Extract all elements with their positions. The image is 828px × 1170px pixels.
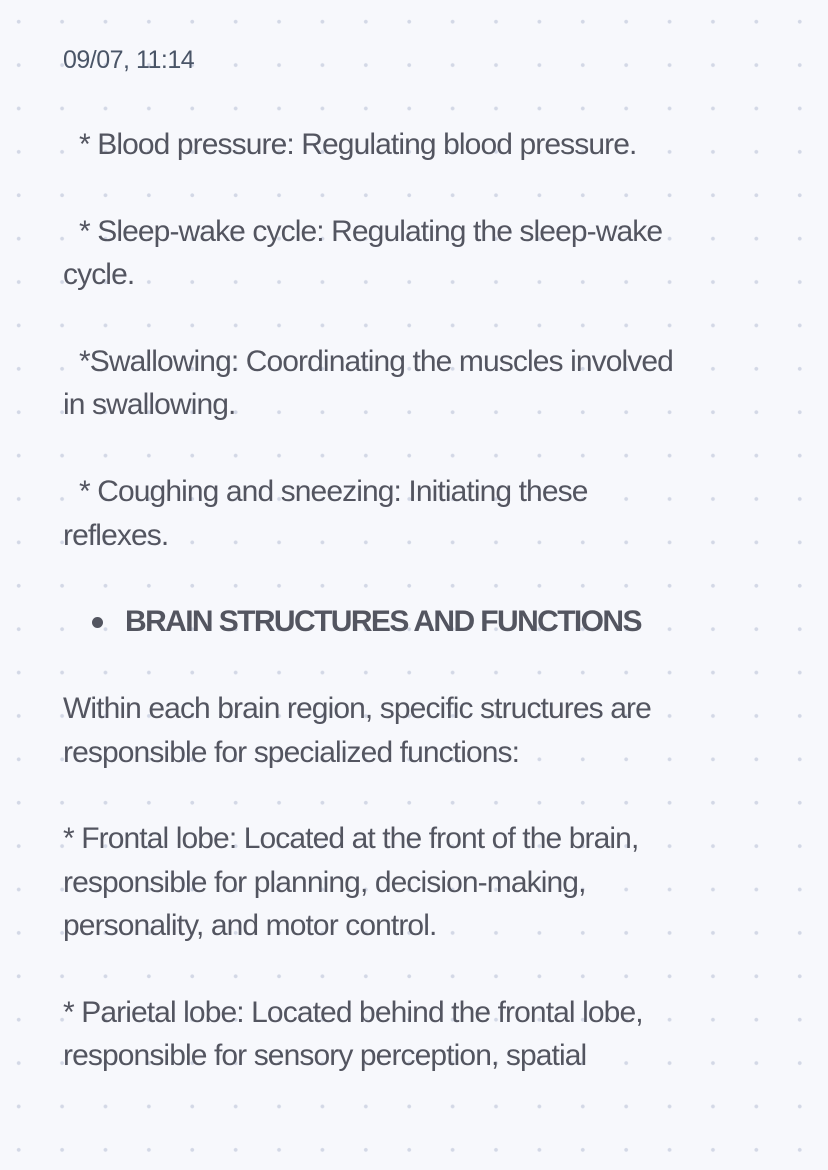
note-line: responsible for specialized functions: (63, 735, 520, 769)
note-line: *Swallowing: Coordinating the muscles involved (79, 345, 673, 378)
note-line: * Sleep-wake cycle: Regulating the sleep-wake (79, 214, 663, 248)
note-bullet-heading (63, 600, 773, 643)
note-line: responsible for sensory perception, spatial (63, 1039, 587, 1073)
bullet-dot-icon (92, 617, 103, 628)
note-line: * Blood pressure: Regulating blood pressure. (79, 128, 637, 161)
note-line: reflexes. (63, 518, 169, 552)
note-paragraph-intro (63, 687, 773, 774)
note-paragraph-coughing (63, 470, 773, 557)
note-paragraph-sleep-wake (63, 210, 773, 297)
note-paragraph-parietal-lobe (63, 991, 773, 1078)
note-heading: BRAIN STRUCTURES AND FUNCTIONS (125, 605, 641, 639)
note-line: personality, and motor control. (63, 909, 437, 943)
note-line: in swallowing. (63, 388, 236, 422)
note-line: * Frontal lobe: Located at the front of the brain, (63, 822, 639, 856)
note-paragraph-swallowing (63, 340, 773, 427)
note-line: Within each brain region, specific structures are (63, 692, 651, 726)
note-paragraph-frontal-lobe (63, 817, 773, 947)
note-timestamp: 09/07, 11:14 (63, 46, 195, 74)
note-line: cycle. (63, 258, 135, 292)
note-line: responsible for planning, decision-making, (63, 865, 586, 899)
note-body[interactable] (63, 123, 773, 1121)
note-line: * Parietal lobe: Located behind the frontal lobe, (63, 996, 643, 1030)
note-paragraph-blood-pressure (63, 123, 773, 166)
note-line: * Coughing and sneezing: Initiating these (79, 475, 588, 509)
